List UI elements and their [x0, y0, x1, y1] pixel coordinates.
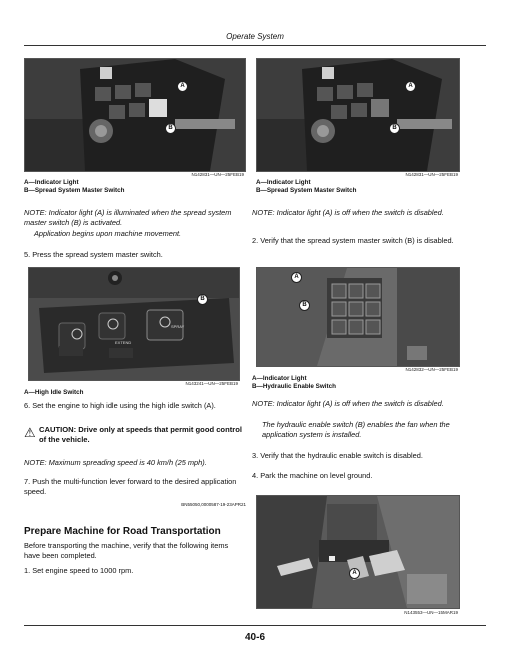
callout-a: A [177, 81, 188, 92]
caption-master-switch: B—Spread System Master Switch [256, 187, 357, 194]
caption-indicator-light: A—Indicator Light [24, 179, 79, 186]
note-application-begins: Application begins upon machine movement. [34, 229, 182, 238]
caution-text: CAUTION: Drive only at speeds that permit good control of the vehicle. [39, 425, 242, 444]
figure-id: N143241—UN—25FEB19 [185, 381, 238, 386]
step-5: 5. Press the spread system master switch. [24, 250, 163, 259]
caption-indicator-light: A—Indicator Light [256, 179, 311, 186]
figure-id: N142831—UN—25FEB19 [405, 172, 458, 177]
callout-b: B [299, 300, 310, 311]
figure-id: N142832—UN—25FEB19 [405, 367, 458, 372]
callout-a: A [405, 81, 416, 92]
reference-code: BN55050,0000587-19-23APR21 [181, 502, 246, 507]
caption-hydraulic-switch: B—Hydraulic Enable Switch [252, 383, 336, 390]
section-intro: Before transporting the machine, verify that the following items have been completed. [24, 541, 229, 560]
step-7: 7. Push the multi-function lever forward to the desired application speed. [24, 477, 237, 496]
figure-spread-switch-on [24, 58, 246, 172]
step-3: 3. Verify that the hydraulic enable switch is disabled. [252, 451, 423, 460]
page-number: 40-6 [244, 632, 265, 643]
note-indicator-off: NOTE: Indicator light (A) is off when the switch is disabled. [252, 208, 444, 217]
step-6: 6. Set the engine to high idle using the high idle switch (A). [24, 401, 216, 410]
figure-park-machine [256, 495, 460, 609]
switch-label: EXTEND [115, 340, 132, 345]
caption-master-switch: B—Spread System Master Switch [24, 187, 125, 194]
note-indicator-on: NOTE: Indicator light (A) is illuminated when the spread system master switch (B) is activated. [24, 208, 232, 227]
callout-a: A [291, 272, 302, 283]
header-rule [24, 45, 486, 46]
switch-label: SPRAY [171, 324, 185, 329]
caution-block [24, 425, 246, 453]
figure-id: N142831—UN—25FEB19 [191, 172, 244, 177]
note-indicator-off-2: NOTE: Indicator light (A) is off when the switch is disabled. [252, 399, 444, 408]
callout-a: A [349, 568, 360, 579]
page-header: Operate System [226, 32, 284, 41]
callout-b: B [389, 123, 400, 134]
caption-high-idle-switch: A—High Idle Switch [24, 389, 84, 396]
step-1: 1. Set engine speed to 1000 rpm. [24, 566, 134, 575]
note-hydraulic-fan: The hydraulic enable switch (B) enables the fan when the application system is installed. [262, 420, 450, 439]
note-max-speed: NOTE: Maximum spreading speed is 40 km/h (25 mph). [24, 458, 207, 467]
footer-rule [24, 625, 486, 626]
section-title: Prepare Machine for Road Transportation [24, 526, 221, 537]
step-4: 4. Park the machine on level ground. [252, 471, 373, 480]
figure-spread-switch-off [256, 58, 460, 172]
callout-b: B [197, 294, 208, 305]
caption-indicator-light: A—Indicator Light [252, 375, 307, 382]
figure-high-idle-switch [28, 267, 240, 381]
caution-icon: ⚠ [24, 425, 36, 440]
figure-hydraulic-enable-switch [256, 267, 460, 367]
callout-b: B [165, 123, 176, 134]
figure-id: N143553—UN—15MAR19 [404, 610, 458, 615]
step-2: 2. Verify that the spread system master switch (B) is disabled. [252, 236, 454, 245]
